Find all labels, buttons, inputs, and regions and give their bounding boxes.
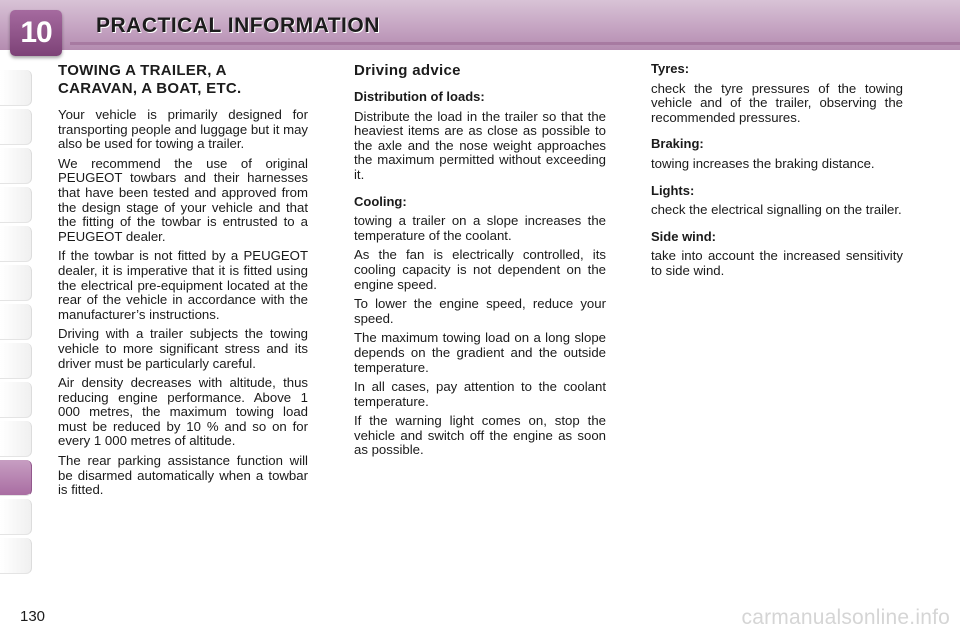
section-title-driving-advice: Driving advice [354,62,461,79]
paragraph: As the fan is electrically controlled, its cooling capacity is not dependent on the engine speed. [354,247,606,292]
chapter-tab[interactable] [0,148,32,184]
watermark: carmanualsonline.info [741,606,950,629]
chapter-tab[interactable] [0,499,32,535]
paragraph: Your vehicle is primarily designed for transporting people and luggage but it may also be used for towing a trailer. [58,107,309,152]
paragraph: If the warning light comes on, stop the vehicle and switch off the engine as soon as possible. [354,413,606,458]
chapter-tab-active[interactable] [0,460,32,496]
chapter-tab[interactable] [0,187,32,223]
paragraph: check the electrical signalling on the trailer. [651,202,902,218]
paragraph: Distribute the load in the trailer so that the heaviest items are as close as possible to the axle and the nose weight approaches the maximum permitted without exceeding it. [354,108,606,182]
page-number: 130 [20,608,46,625]
paragraph: Air density decreases with altitude, thus reducing engine performance. Above 1 000 metres, the maximum towing load must be reduced by 10 % and so on for every 1 000 metres of altitude. [58,375,308,449]
paragraph: take into account the increased sensitivity to side wind. [651,248,903,278]
chapter-tab[interactable] [0,343,32,379]
paragraph: check the tyre pressures of the towing vehicle and of the trailer, observing the recommended pressures. [651,80,903,125]
chapter-tab[interactable] [0,421,32,457]
paragraph: towing increases the braking distance. [651,155,875,171]
paragraph: Driving with a trailer subjects the towing vehicle to more significant stress and its driver must be particularly careful. [58,326,308,371]
paragraph: The rear parking assistance function will be disarmed automatically when a towbar is fitted. [58,453,308,498]
chapter-tab[interactable] [0,109,32,145]
chapter-tab[interactable] [0,382,32,418]
paragraph: In all cases, pay attention to the coolant temperature. [354,379,606,409]
chapter-tab[interactable] [0,265,32,301]
paragraph: towing a trailer on a slope increases the temperature of the coolant. [354,213,606,243]
subheading-tyres: Tyres: [651,61,690,76]
column-driving-advice [354,62,606,463]
section-title-line-2: CARAVAN, A BOAT, ETC. [58,80,242,97]
paragraph: We recommend the use of original PEUGEOT towbars and their harnesses that have been tested and approved from the design stage of your vehicle and that the fitting of the towbar is entrusted to a PEUGEOT dealer. [58,155,308,244]
column-checks [651,62,903,284]
subheading-distribution: Distribution of loads: [354,89,485,104]
chapter-tab[interactable] [0,538,32,574]
column-towing [58,62,308,503]
subheading-lights: Lights: [651,182,695,198]
page-title: PRACTICAL INFORMATION [96,14,380,37]
paragraph: If the towbar is not fitted by a PEUGEOT dealer, it is imperative that it is fitted using the electrical pre-equipment located at the rear of the vehicle in accordance with the manufacturer’s instructions. [58,248,308,322]
chapter-tab[interactable] [0,226,32,262]
subheading-cooling: Cooling: [354,193,407,209]
chapter-tab-strip [0,70,32,577]
subheading-side-wind: Side wind: [651,228,716,244]
paragraph: To lower the engine speed, reduce your speed. [354,296,606,326]
chapter-tab[interactable] [0,70,32,106]
section-title-towing [58,62,308,98]
header-rule [70,42,960,45]
section-title-line-1: TOWING A TRAILER, A [58,62,227,79]
chapter-number-badge: 10 [10,10,62,56]
chapter-tab[interactable] [0,304,32,340]
subheading-braking: Braking: [651,136,704,152]
paragraph: The maximum towing load on a long slope depends on the gradient and the outside temperature. [354,330,606,375]
